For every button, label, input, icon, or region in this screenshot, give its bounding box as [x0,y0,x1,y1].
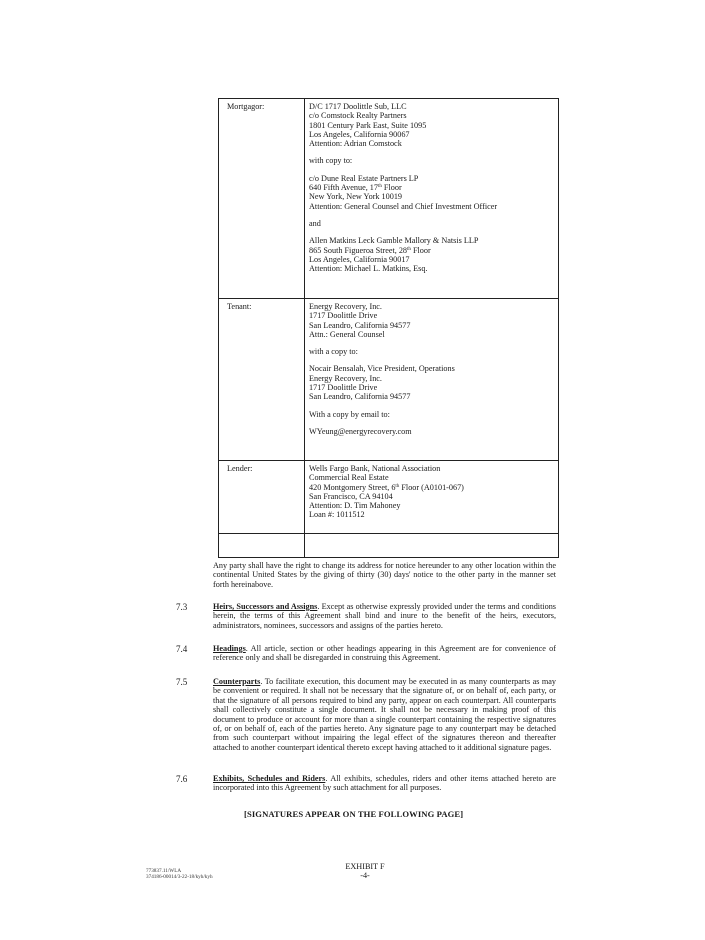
address-line: with a copy to: [309,347,358,357]
address-line: Los Angeles, California 90067 [309,129,410,139]
address-block [309,219,554,228]
notice-address-table [218,98,559,558]
party-address [305,461,559,534]
address-line: 420 Montgomery Street, 6th Floor (A0101-067) [309,482,464,492]
address-line: Nocair Bensalah, Vice President, Operations [309,364,455,374]
address-line: Los Angeles, California 90017 [309,254,410,264]
section-text: . All article, section or other headings appearing in this Agreement are for convenience of reference only and shall be disregarded in construing this Agreement. [213,644,556,663]
address-line: With a copy by email to: [309,409,390,419]
exhibit-label: EXHIBIT F [345,862,385,871]
address-block [309,302,554,339]
table-row-tenant [219,299,559,461]
party-label: Mortgagor: [219,99,305,299]
address-line: Attn.: General Counsel [309,329,385,339]
address-line: Attention: Michael L. Matkins, Esq. [309,264,428,274]
address-line: New York, New York 10019 [309,192,403,202]
address-line: and [309,218,321,228]
footer-exhibit [330,862,400,880]
table-row-lender [219,461,559,534]
address-line: 1717 Doolittle Drive [309,311,378,321]
section-heading: Headings [213,644,246,653]
page-number: -4- [360,871,370,880]
table-row-empty [219,534,559,558]
section-7-5 [213,677,556,752]
address-line: Attention: Adrian Comstock [309,139,402,149]
doc-id-line: 773837.11/WLA [146,868,182,874]
address-line: Wells Fargo Bank, National Association [309,464,441,473]
section-7-3 [213,602,556,630]
email-address: WYeung@energyrecovery.com [309,426,412,436]
address-line: Energy Recovery, Inc. [309,302,382,311]
address-line: Energy Recovery, Inc. [309,373,382,383]
address-line: D/C 1717 Doolittle Sub, LLC [309,102,407,111]
address-block [309,464,554,520]
address-line: San Francisco, CA 94104 [309,491,393,501]
section-number: 7.6 [176,774,188,784]
address-block [309,347,554,356]
party-label: Tenant: [219,299,305,461]
section-number: 7.3 [176,602,188,612]
address-line: c/o Comstock Realty Partners [309,111,407,121]
address-line: Attention: General Counsel and Chief Investment Officer [309,201,498,211]
party-address [305,299,559,461]
footer-doc-id [146,868,213,880]
section-number: 7.5 [176,677,188,687]
address-line: San Leandro, California 94577 [309,392,411,402]
address-line: Attention: D. Tim Mahoney [309,501,401,511]
address-line: Allen Matkins Leck Gamble Mallory & Natsis LLP [309,236,479,246]
section-heading: Counterparts [213,677,261,686]
address-line: 1801 Century Park East, Suite 1095 [309,120,427,130]
section-7-6 [213,774,556,793]
section-7-4 [213,644,556,663]
address-line: 1717 Doolittle Drive [309,383,378,393]
address-block [309,410,554,419]
address-change-paragraph: Any party shall have the right to change its address for notice hereunder to any other location within the continental United States by the giving of thirty (30) days' notice to the other party in the manner set forth hereinabove. [213,561,556,589]
party-label: Lender: [219,461,305,534]
address-block [309,427,554,436]
section-text: . Except as otherwise expressly provided under the terms and conditions herein, the terms of this Agreement shall bind and inure to the benefit of the heirs, executors, administrators, nominees, successors and assigns of the parties hereto. [213,602,556,630]
address-line: San Leandro, California 94577 [309,320,411,330]
address-block [309,236,554,273]
address-block [309,174,554,211]
section-heading: Exhibits, Schedules and Riders [213,774,326,783]
address-line: 865 South Figueroa Street, 28th Floor [309,245,431,255]
address-line: Loan #: 1011512 [309,510,365,520]
address-block [309,364,554,401]
table-row-mortgagor [219,99,559,299]
doc-id-line: 374186-00014/3-22-18/kyh/kyh [146,874,213,881]
empty-cell [305,534,559,558]
section-heading: Heirs, Successors and Assigns [213,602,318,611]
address-line: Commercial Real Estate [309,473,389,483]
address-line: 640 Fifth Avenue, 17th Floor [309,183,402,193]
address-line: c/o Dune Real Estate Partners LP [309,173,419,183]
address-block [309,156,554,165]
signature-notice: [SIGNATURES APPEAR ON THE FOLLOWING PAGE] [244,809,464,819]
empty-cell [219,534,305,558]
section-text: . All exhibits, schedules, riders and other items attached hereto are incorporated into this Agreement by such attachment for all purposes. [213,774,556,793]
section-number: 7.4 [176,644,188,654]
address-line: with copy to: [309,156,353,166]
party-address [305,99,559,299]
section-text: . To facilitate execution, this document may be executed in as many counterparts as may be convenient or required. It shall not be necessary that the signature of, or on behalf of, each party, or that the signature of all persons required to bind any party, appear on each counterpart. All counterparts shall collectively constitute a single document. It shall not be necessary in making proof of this document to produce or account for more than a single counterpart containing the respective signatures of, or on behalf of, each of the parties hereto. Any signature page to any counterpart may be detached from such counterpart without impairing the legal effect of the signatures thereon and thereafter attached to another counterpart identical thereto except having attached to it additional signature pages. [213,677,556,752]
address-block [309,102,554,148]
